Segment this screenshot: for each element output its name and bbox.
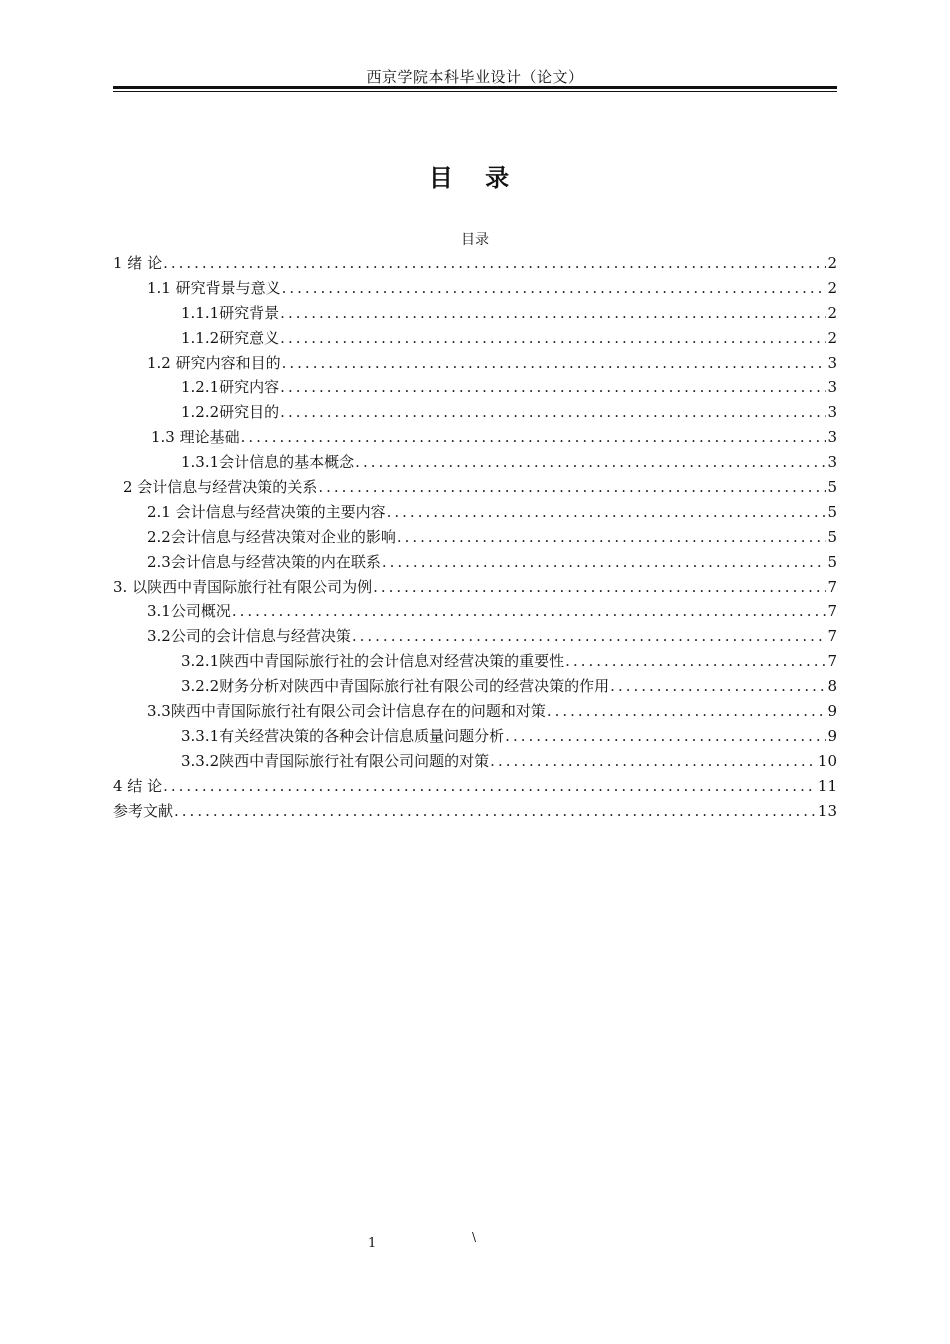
toc-entry[interactable]: [113, 426, 837, 451]
toc-entry-page: 9: [827, 702, 837, 721]
toc-leader-dots: [505, 727, 826, 745]
header-rule-thick: [113, 86, 837, 89]
toc-entry-page: 7: [827, 577, 837, 596]
toc-leader-dots: [280, 329, 826, 347]
toc-entry-label: 1.2 研究内容和目的: [147, 353, 281, 372]
toc-entry-page: 3: [827, 378, 837, 397]
toc-entry[interactable]: [113, 401, 837, 426]
toc-leader-dots: [280, 378, 826, 396]
header-rule-thin: [113, 91, 837, 92]
toc-entry-page: 9: [827, 726, 837, 745]
toc-leader-dots: [565, 652, 826, 670]
toc-entry[interactable]: [113, 625, 837, 650]
toc-entry[interactable]: [113, 476, 837, 501]
toc-entry-page: 5: [827, 478, 837, 497]
toc-entry-label: 1.1.1研究背景: [181, 303, 280, 322]
toc-entry[interactable]: [113, 252, 837, 277]
toc-leader-dots: [318, 478, 826, 496]
toc-entry[interactable]: [113, 600, 837, 625]
toc-entry-page: 5: [827, 552, 837, 571]
toc-leader-dots: [373, 578, 826, 596]
toc-leader-dots: [490, 752, 817, 770]
toc-entry[interactable]: [113, 451, 837, 476]
toc-entry[interactable]: [113, 725, 837, 750]
toc-entry[interactable]: [113, 327, 837, 352]
toc-heading: 目 录: [428, 164, 522, 192]
toc-leader-dots: [174, 802, 817, 820]
toc-entry-page: 7: [827, 602, 837, 621]
toc-entry-label: 1.3.1会计信息的基本概念: [181, 453, 355, 472]
toc-entry-page: 2: [827, 254, 837, 272]
toc-entry[interactable]: [113, 800, 837, 825]
toc-leader-dots: [163, 254, 826, 272]
toc-entry-label: 3.3陕西中青国际旅行社有限公司会计信息存在的问题和对策: [147, 702, 546, 721]
toc-leader-dots: [232, 602, 827, 620]
toc-subtitle: 目录: [461, 232, 489, 248]
toc-entry-page: 2: [827, 328, 837, 347]
toc-entry-label: 3.3.2陕西中青国际旅行社有限公司问题的对策: [181, 751, 490, 770]
toc-leader-dots: [547, 702, 827, 720]
toc-entry-label: 参考文献: [113, 801, 174, 820]
toc-leader-dots: [282, 279, 827, 297]
page-number: 1: [368, 1236, 377, 1251]
toc-entry-page: 8: [827, 677, 837, 696]
toc-entry[interactable]: [113, 501, 837, 526]
toc-entry-label: 1.3 理论基础: [151, 428, 240, 447]
toc-leader-dots: [382, 553, 827, 571]
toc-entry[interactable]: [113, 551, 837, 576]
toc-entry-label: 2 会计信息与经营决策的关系: [123, 478, 318, 497]
toc-entry-page: 2: [827, 278, 837, 297]
toc-entry[interactable]: [113, 650, 837, 675]
toc-entry-label: 2.3会计信息与经营决策的内在联系: [147, 552, 381, 571]
toc-entry-label: 1.1 研究背景与意义: [147, 278, 281, 297]
toc-entry-label: 3.1公司概况: [147, 602, 231, 621]
toc-entry-page: 2: [827, 303, 837, 322]
toc-entry-label: 3.2.1陕西中青国际旅行社的会计信息对经营决策的重要性: [181, 652, 565, 671]
toc-entry[interactable]: [113, 302, 837, 327]
toc-entry-page: 13: [817, 801, 837, 820]
toc-leader-dots: [282, 354, 827, 372]
toc-entry-label: 2.2会计信息与经营决策对企业的影响: [147, 527, 396, 546]
toc-leader-dots: [280, 304, 826, 322]
toc-entry-page: 10: [817, 751, 837, 770]
toc-leader-dots: [610, 677, 826, 695]
toc-entry[interactable]: [113, 750, 837, 775]
toc-leader-dots: [352, 627, 827, 645]
toc-entry[interactable]: [113, 576, 837, 601]
stray-mark: \: [472, 1230, 477, 1244]
toc-leader-dots: [280, 403, 826, 421]
toc-leader-dots: [387, 503, 827, 521]
toc-entry[interactable]: [113, 775, 837, 800]
toc-entry-page: 3: [827, 428, 837, 447]
toc-entry-label: 4 结 论: [113, 776, 163, 795]
toc-entry-page: 5: [827, 527, 837, 546]
toc-entry[interactable]: [113, 526, 837, 551]
toc-entry-label: 3. 以陕西中青国际旅行社有限公司为例: [113, 577, 373, 596]
toc-entry[interactable]: [113, 352, 837, 377]
toc-entry-label: 1 绪 论: [113, 254, 163, 272]
toc-entry-label: 1.2.2研究目的: [181, 403, 280, 422]
toc-entry-page: 7: [827, 652, 837, 671]
toc-entry-page: 5: [827, 502, 837, 521]
toc-entry-page: 3: [827, 353, 837, 372]
toc-entry-page: 3: [827, 453, 837, 472]
toc-leader-dots: [241, 428, 827, 446]
toc-entry-label: 3.2公司的会计信息与经营决策: [147, 627, 351, 646]
toc-entry-page: 11: [817, 776, 837, 795]
running-header: 西京学院本科毕业设计（论文）: [366, 68, 584, 86]
toc-leader-dots: [163, 777, 817, 795]
toc-entry[interactable]: [113, 277, 837, 302]
toc-entry[interactable]: [113, 675, 837, 700]
toc-entry-page: 3: [827, 403, 837, 422]
toc-entry-label: 2.1 会计信息与经营决策的主要内容: [147, 502, 386, 521]
toc-entry-label: 1.2.1研究内容: [181, 378, 280, 397]
table-of-contents: [113, 252, 837, 824]
toc-leader-dots: [397, 528, 827, 546]
toc-entry-label: 3.2.2财务分析对陕西中青国际旅行社有限公司的经营决策的作用: [181, 677, 610, 696]
toc-entry-label: 1.1.2研究意义: [181, 328, 280, 347]
toc-leader-dots: [355, 453, 826, 471]
toc-entry-label: 3.3.1有关经营决策的各种会计信息质量问题分析: [181, 726, 505, 745]
toc-entry-page: 7: [827, 627, 837, 646]
toc-entry[interactable]: [113, 700, 837, 725]
toc-entry[interactable]: [113, 376, 837, 401]
